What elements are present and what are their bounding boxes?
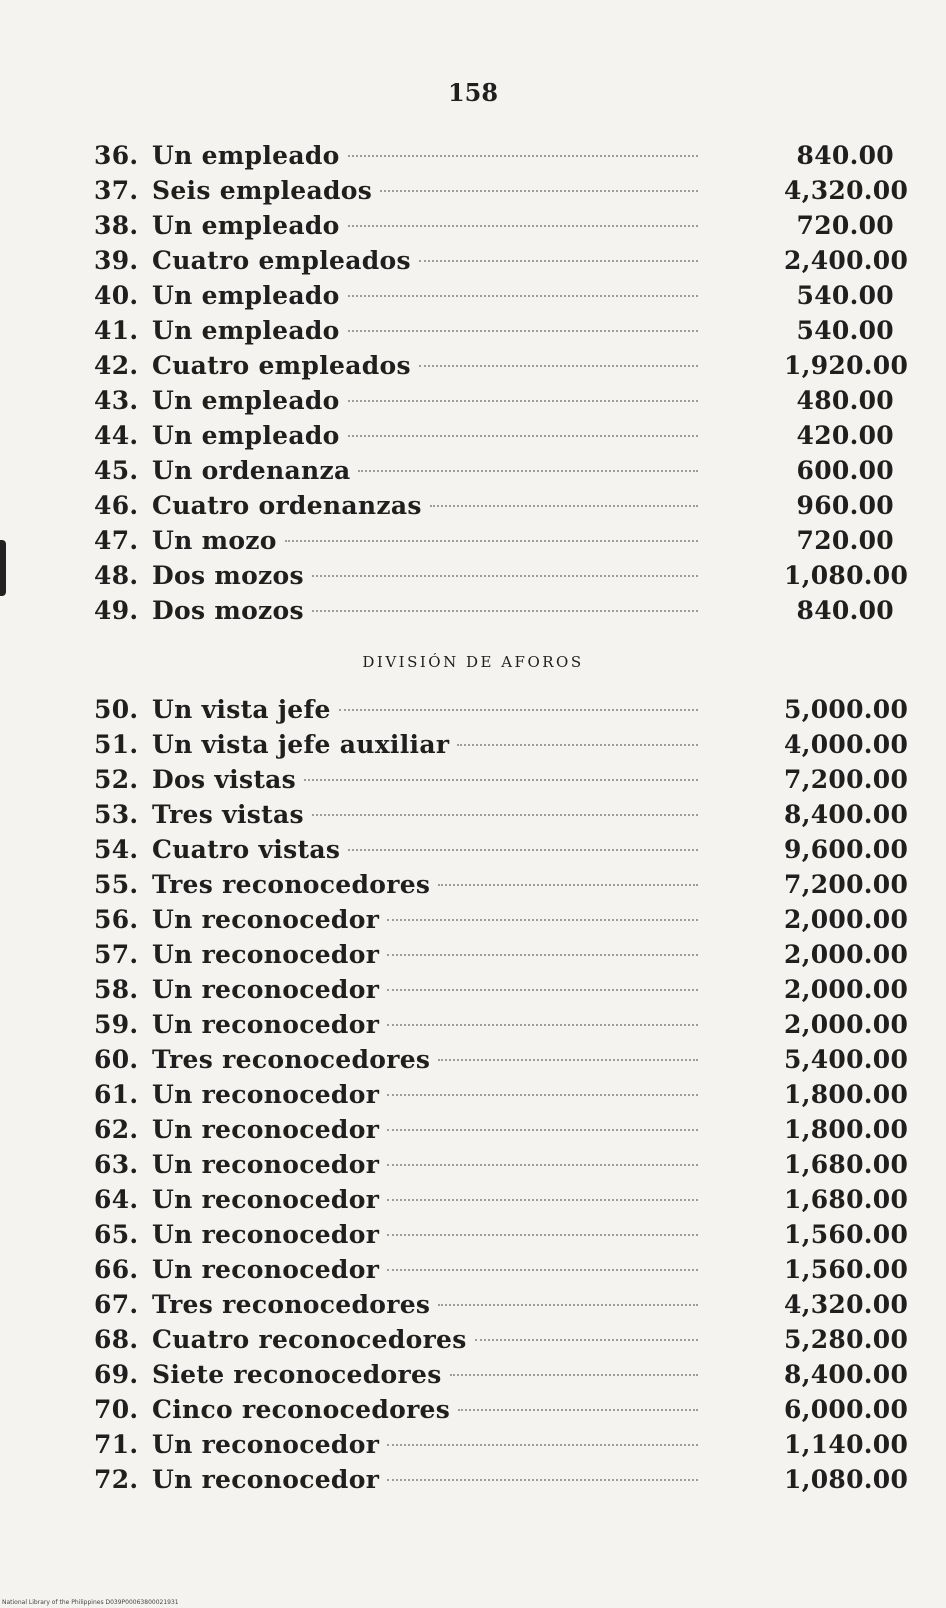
item-amount: 5,400.00 — [784, 1045, 909, 1074]
item-description: Seis empleados — [152, 176, 373, 205]
item-description: Un vista jefe — [152, 695, 331, 724]
dotted-leader — [457, 744, 698, 746]
item-amount: 1,800.00 — [784, 1080, 909, 1109]
item-number: 37. — [94, 176, 139, 205]
list-item — [0, 453, 946, 488]
list-item — [0, 727, 946, 762]
item-amount: 840.00 — [796, 596, 894, 625]
item-description: Cuatro empleados — [152, 351, 411, 380]
library-footer: National Library of the Philippines D039P00063800021931 — [2, 1599, 179, 1606]
item-number: 56. — [94, 905, 139, 934]
item-amount: 720.00 — [796, 211, 894, 240]
item-description: Un reconocedor — [152, 1255, 380, 1284]
item-description: Un empleado — [152, 141, 340, 170]
list-item — [0, 832, 946, 867]
item-amount: 1,680.00 — [784, 1150, 909, 1179]
list-item — [0, 278, 946, 313]
dotted-leader — [312, 610, 698, 612]
list-item — [0, 243, 946, 278]
item-amount: 720.00 — [796, 526, 894, 555]
list-item — [0, 1077, 946, 1112]
item-description: Un empleado — [152, 211, 340, 240]
item-amount: 8,400.00 — [784, 800, 909, 829]
list-item — [0, 797, 946, 832]
list-item — [0, 523, 946, 558]
item-amount: 2,000.00 — [784, 975, 909, 1004]
item-number: 63. — [94, 1150, 139, 1179]
item-amount: 2,000.00 — [784, 905, 909, 934]
item-amount: 8,400.00 — [784, 1360, 909, 1389]
item-description: Un reconocedor — [152, 1115, 380, 1144]
item-description: Un vista jefe auxiliar — [152, 730, 450, 759]
item-description: Un empleado — [152, 316, 340, 345]
item-number: 52. — [94, 765, 139, 794]
list-item — [0, 1112, 946, 1147]
item-description: Tres reconocedores — [152, 1045, 431, 1074]
item-number: 58. — [94, 975, 139, 1004]
dotted-leader — [387, 1129, 698, 1131]
item-number: 47. — [94, 526, 139, 555]
item-number: 45. — [94, 456, 139, 485]
item-number: 51. — [94, 730, 139, 759]
item-amount: 4,320.00 — [784, 176, 909, 205]
item-number: 68. — [94, 1325, 139, 1354]
item-description: Cuatro vistas — [152, 835, 341, 864]
item-description: Un reconocedor — [152, 1465, 380, 1494]
item-amount: 1,140.00 — [784, 1430, 909, 1459]
dotted-leader — [304, 779, 698, 781]
list-item — [0, 313, 946, 348]
item-number: 72. — [94, 1465, 139, 1494]
item-amount: 7,200.00 — [784, 870, 909, 899]
list-item — [0, 383, 946, 418]
dotted-leader — [285, 540, 698, 542]
item-description: Un mozo — [152, 526, 277, 555]
list-item — [0, 1182, 946, 1217]
item-description: Un reconocedor — [152, 1430, 380, 1459]
dotted-leader — [419, 260, 698, 262]
item-number: 39. — [94, 246, 139, 275]
dotted-leader — [430, 505, 698, 507]
item-description: Un reconocedor — [152, 1220, 380, 1249]
list-item — [0, 138, 946, 173]
item-description: Un reconocedor — [152, 1080, 380, 1109]
dotted-leader — [419, 365, 698, 367]
list-item — [0, 1322, 946, 1357]
item-number: 36. — [94, 141, 139, 170]
list-item — [0, 1042, 946, 1077]
dotted-leader — [475, 1339, 698, 1341]
item-amount: 540.00 — [796, 316, 894, 345]
dotted-leader — [450, 1374, 698, 1376]
item-number: 55. — [94, 870, 139, 899]
list-item — [0, 208, 946, 243]
list-item — [0, 1147, 946, 1182]
item-description: Un ordenanza — [152, 456, 351, 485]
item-amount: 7,200.00 — [784, 765, 909, 794]
item-description: Cinco reconocedores — [152, 1395, 451, 1424]
item-number: 60. — [94, 1045, 139, 1074]
list-item — [0, 1427, 946, 1462]
item-amount: 960.00 — [796, 491, 894, 520]
list-item — [0, 1217, 946, 1252]
item-amount: 1,920.00 — [784, 351, 909, 380]
section-heading-division-aforos: DIVISIÓN DE AFOROS — [362, 653, 584, 671]
item-amount: 840.00 — [796, 141, 894, 170]
dotted-leader — [458, 1409, 698, 1411]
item-description: Un reconocedor — [152, 1150, 380, 1179]
dotted-leader — [348, 225, 698, 227]
item-description: Cuatro empleados — [152, 246, 411, 275]
list-item — [0, 1287, 946, 1322]
item-description: Un reconocedor — [152, 905, 380, 934]
item-amount: 9,600.00 — [784, 835, 909, 864]
dotted-leader — [312, 575, 698, 577]
dotted-leader — [438, 1059, 698, 1061]
item-number: 64. — [94, 1185, 139, 1214]
item-amount: 6,000.00 — [784, 1395, 909, 1424]
item-number: 44. — [94, 421, 139, 450]
dotted-leader — [339, 709, 698, 711]
list-item — [0, 173, 946, 208]
list-item — [0, 937, 946, 972]
item-amount: 2,000.00 — [784, 940, 909, 969]
salary-list-section-2 — [0, 692, 946, 1497]
dotted-leader — [380, 190, 698, 192]
item-description: Dos mozos — [152, 561, 304, 590]
list-item — [0, 692, 946, 727]
item-amount: 480.00 — [796, 386, 894, 415]
dotted-leader — [387, 1479, 698, 1481]
dotted-leader — [387, 1444, 698, 1446]
dotted-leader — [387, 1094, 698, 1096]
list-item — [0, 418, 946, 453]
dotted-leader — [358, 470, 698, 472]
item-amount: 1,080.00 — [784, 561, 909, 590]
item-number: 61. — [94, 1080, 139, 1109]
list-item — [0, 1462, 946, 1497]
item-description: Dos mozos — [152, 596, 304, 625]
list-item — [0, 1392, 946, 1427]
list-item — [0, 867, 946, 902]
dotted-leader — [387, 1234, 698, 1236]
item-description: Cuatro ordenanzas — [152, 491, 422, 520]
item-amount: 4,320.00 — [784, 1290, 909, 1319]
item-amount: 600.00 — [796, 456, 894, 485]
dotted-leader — [387, 1164, 698, 1166]
item-number: 57. — [94, 940, 139, 969]
item-number: 41. — [94, 316, 139, 345]
item-description: Un reconocedor — [152, 1185, 380, 1214]
item-description: Tres vistas — [152, 800, 304, 829]
item-number: 49. — [94, 596, 139, 625]
dotted-leader — [438, 884, 698, 886]
dotted-leader — [348, 849, 698, 851]
item-number: 50. — [94, 695, 139, 724]
item-number: 65. — [94, 1220, 139, 1249]
dotted-leader — [387, 1269, 698, 1271]
list-item — [0, 972, 946, 1007]
item-description: Siete reconocedores — [152, 1360, 442, 1389]
list-item — [0, 1252, 946, 1287]
item-number: 54. — [94, 835, 139, 864]
dotted-leader — [348, 435, 698, 437]
item-amount: 5,280.00 — [784, 1325, 909, 1354]
dotted-leader — [348, 400, 698, 402]
dotted-leader — [348, 295, 698, 297]
dotted-leader — [387, 1199, 698, 1201]
list-item — [0, 902, 946, 937]
item-description: Un reconocedor — [152, 975, 380, 1004]
item-number: 66. — [94, 1255, 139, 1284]
item-number: 43. — [94, 386, 139, 415]
list-item — [0, 1357, 946, 1392]
item-number: 42. — [94, 351, 139, 380]
dotted-leader — [348, 155, 698, 157]
item-description: Un reconocedor — [152, 1010, 380, 1039]
item-description: Un empleado — [152, 281, 340, 310]
item-number: 59. — [94, 1010, 139, 1039]
item-amount: 1,680.00 — [784, 1185, 909, 1214]
dotted-leader — [387, 954, 698, 956]
dotted-leader — [438, 1304, 698, 1306]
item-amount: 1,080.00 — [784, 1465, 909, 1494]
item-description: Tres reconocedores — [152, 1290, 431, 1319]
item-amount: 5,000.00 — [784, 695, 909, 724]
dotted-leader — [312, 814, 698, 816]
list-item — [0, 593, 946, 628]
item-amount: 4,000.00 — [784, 730, 909, 759]
item-description: Un reconocedor — [152, 940, 380, 969]
item-number: 48. — [94, 561, 139, 590]
item-amount: 1,800.00 — [784, 1115, 909, 1144]
item-number: 40. — [94, 281, 139, 310]
dotted-leader — [387, 1024, 698, 1026]
item-number: 62. — [94, 1115, 139, 1144]
salary-list-section-1 — [0, 138, 946, 628]
item-number: 71. — [94, 1430, 139, 1459]
list-item — [0, 348, 946, 383]
item-amount: 540.00 — [796, 281, 894, 310]
item-description: Tres reconocedores — [152, 870, 431, 899]
item-description: Un empleado — [152, 421, 340, 450]
item-amount: 420.00 — [796, 421, 894, 450]
dotted-leader — [387, 989, 698, 991]
item-number: 46. — [94, 491, 139, 520]
page-number: 158 — [447, 78, 499, 107]
list-item — [0, 1007, 946, 1042]
list-item — [0, 762, 946, 797]
item-number: 38. — [94, 211, 139, 240]
dotted-leader — [348, 330, 698, 332]
item-number: 69. — [94, 1360, 139, 1389]
item-amount: 2,000.00 — [784, 1010, 909, 1039]
item-amount: 2,400.00 — [784, 246, 909, 275]
item-amount: 1,560.00 — [784, 1255, 909, 1284]
list-item — [0, 558, 946, 593]
item-number: 70. — [94, 1395, 139, 1424]
item-amount: 1,560.00 — [784, 1220, 909, 1249]
dotted-leader — [387, 919, 698, 921]
item-number: 67. — [94, 1290, 139, 1319]
list-item — [0, 488, 946, 523]
item-number: 53. — [94, 800, 139, 829]
item-description: Cuatro reconocedores — [152, 1325, 467, 1354]
item-description: Dos vistas — [152, 765, 297, 794]
item-description: Un empleado — [152, 386, 340, 415]
